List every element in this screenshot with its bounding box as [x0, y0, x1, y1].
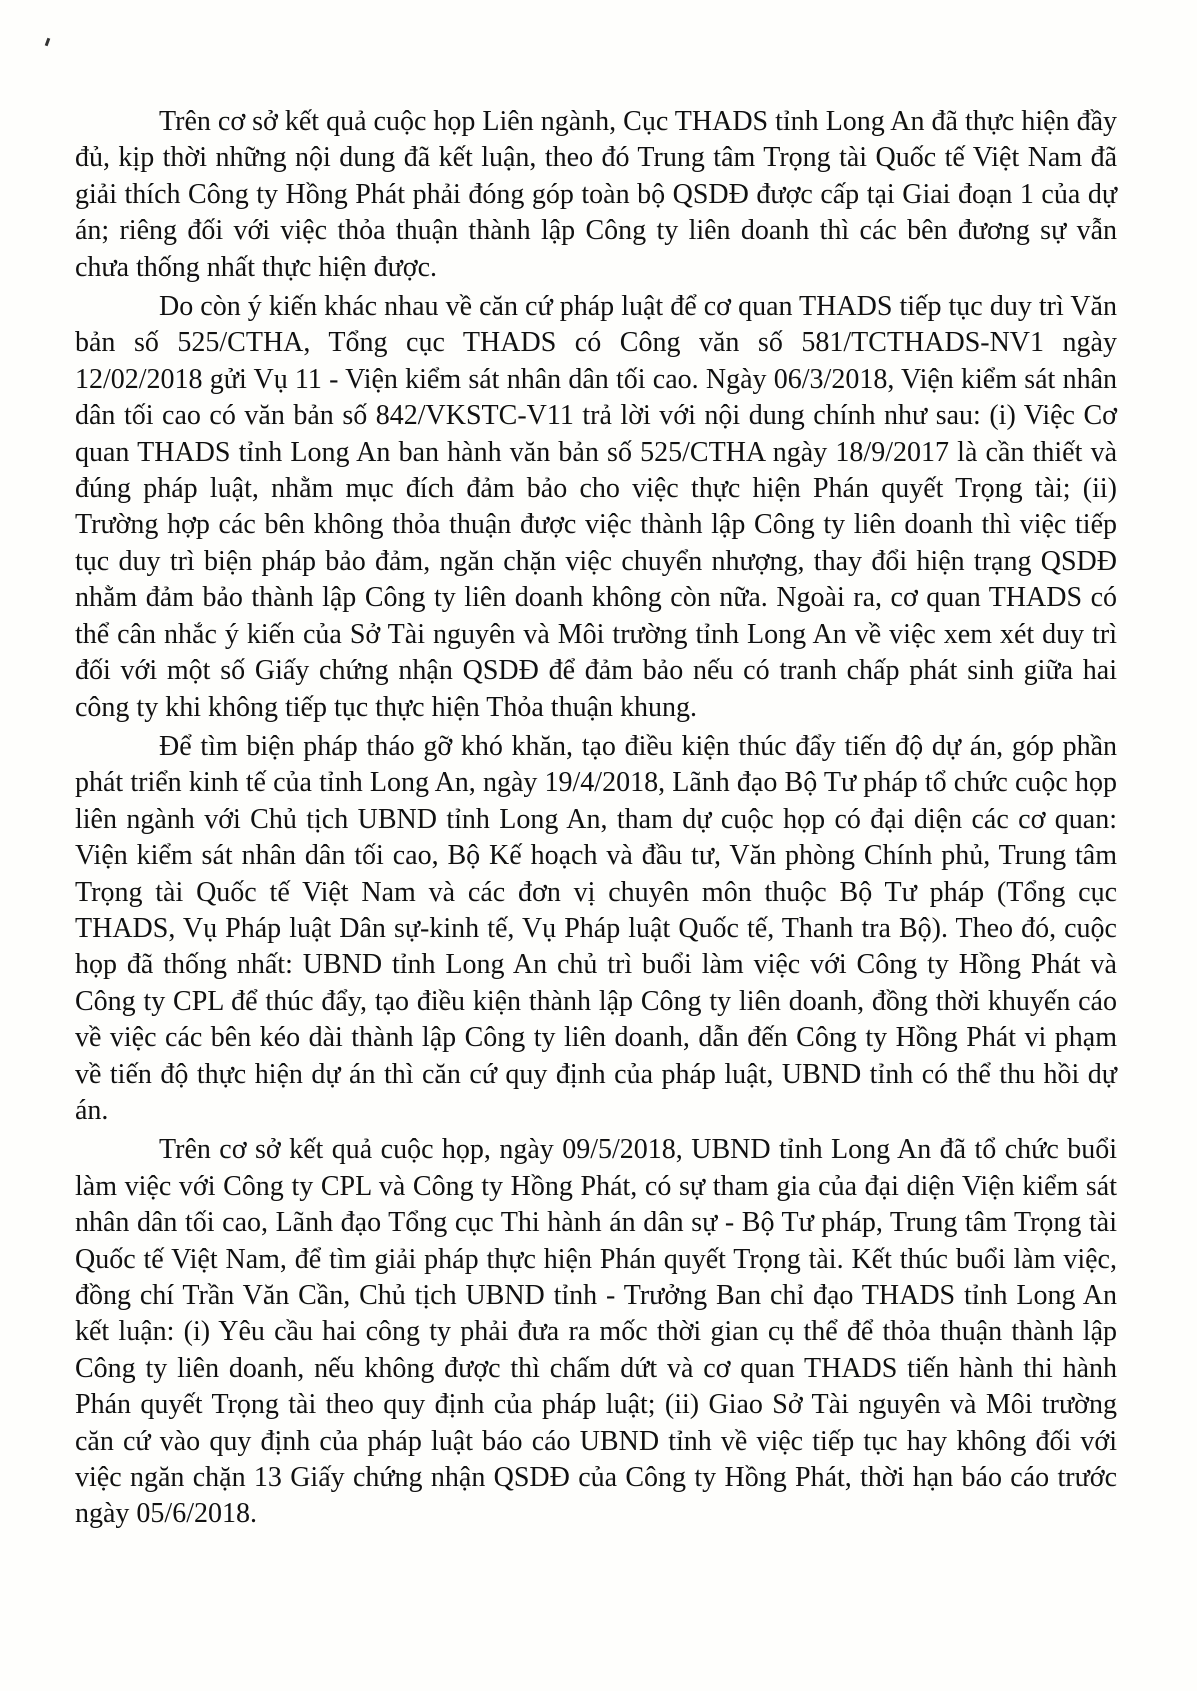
paragraph-3: Để tìm biện pháp tháo gỡ khó khăn, tạo điều kiện thúc đẩy tiến độ dự án, góp phần phát triển kinh tế của tỉnh Long An, ngày 19/4/2018, Lãnh đạo Bộ Tư pháp tổ chức cuộc họp liên ngành với Chủ tịch UBND tỉnh Long An, tham dự cuộc họp có đại diện các cơ quan: Viện kiểm sát nhân dân tối cao, Bộ Kế hoạch và đầu tư, Văn phòng Chính phủ, Trung tâm Trọng tài Quốc tế Việt Nam và các đơn vị chuyên môn thuộc Bộ Tư pháp (Tổng cục THADS, Vụ Pháp luật Dân sự-kinh tế, Vụ Pháp luật Quốc tế, Thanh tra Bộ). Theo đó, cuộc họp đã thống nhất: UBND tỉnh Long An chủ trì buổi làm việc với Công ty Hồng Phát và Công ty CPL để thúc đẩy, tạo điều kiện thành lập Công ty liên doanh, đồng thời khuyến cáo về việc các bên kéo dài thành lập Công ty liên doanh, dẫn đến Công ty Hồng Phát vi phạm về tiến độ thực hiện dự án thì căn cứ quy định của pháp luật, UBND tỉnh có thể thu hồi dự án.: [75, 730, 1117, 1126]
document-body: [75, 104, 1117, 1536]
paragraph-2: Do còn ý kiến khác nhau về căn cứ pháp luật để cơ quan THADS tiếp tục duy trì Văn bản số 525/CTHA, Tổng cục THADS có Công văn số 581/TCTHADS-NV1 ngày 12/02/2018 gửi Vụ 11 - Viện kiểm sát nhân dân tối cao. Ngày 06/3/2018, Viện kiểm sát nhân dân tối cao có văn bản số 842/VKSTC-V11 trả lời với nội dung chính như sau: (i) Việc Cơ quan THADS tỉnh Long An ban hành văn bản số 525/CTHA ngày 18/9/2017 là cần thiết và đúng pháp luật, nhằm mục đích đảm bảo cho việc thực hiện Phán quyết Trọng tài; (ii) Trường hợp các bên không thỏa thuận được việc thành lập Công ty liên doanh thì việc tiếp tục duy trì biện pháp bảo đảm, ngăn chặn việc chuyển nhượng, thay đổi hiện trạng QSDĐ nhằm đảm bảo thành lập Công ty liên doanh không còn nữa. Ngoài ra, cơ quan THADS có thể cân nhắc ý kiến của Sở Tài nguyên và Môi trường tỉnh Long An về việc xem xét duy trì đối với một số Giấy chứng nhận QSDĐ để đảm bảo nếu có tranh chấp phát sinh giữa hai công ty khi không tiếp tục thực hiện Thỏa thuận khung.: [75, 291, 1117, 723]
paragraph-1: Trên cơ sở kết quả cuộc họp Liên ngành, Cục THADS tỉnh Long An đã thực hiện đầy đủ, kịp thời những nội dung đã kết luận, theo đó Trung tâm Trọng tài Quốc tế Việt Nam đã giải thích Công ty Hồng Phát phải đóng góp toàn bộ QSDĐ được cấp tại Giai đoạn 1 của dự án; riêng đối với việc thỏa thuận thành lập Công ty liên doanh thì các bên đương sự vẫn chưa thống nhất thực hiện được.: [75, 106, 1117, 283]
scan-mark: [45, 38, 51, 47]
paragraph-4: Trên cơ sở kết quả cuộc họp, ngày 09/5/2018, UBND tỉnh Long An đã tổ chức buổi làm việc với Công ty CPL và Công ty Hồng Phát, có sự tham gia của đại diện Viện kiểm sát nhân dân tối cao, Lãnh đạo Tổng cục Thi hành án dân sự - Bộ Tư pháp, Trung tâm Trọng tài Quốc tế Việt Nam, để tìm giải pháp thực hiện Phán quyết Trọng tài. Kết thúc buổi làm việc, đồng chí Trần Văn Cần, Chủ tịch UBND tỉnh - Trưởng Ban chỉ đạo THADS tỉnh Long An kết luận: (i) Yêu cầu hai công ty phải đưa ra mốc thời gian cụ thể để thỏa thuận thành lập Công ty liên doanh, nếu không được thì chấm dứt và cơ quan THADS tiến hành thi hành Phán quyết Trọng tài theo quy định của pháp luật; (ii) Giao Sở Tài nguyên và Môi trường căn cứ vào quy định của pháp luật báo cáo UBND tỉnh về việc tiếp tục hay không đối với việc ngăn chặn 13 Giấy chứng nhận QSDĐ của Công ty Hồng Phát, thời hạn báo cáo trước ngày 05/6/2018.: [75, 1134, 1117, 1530]
